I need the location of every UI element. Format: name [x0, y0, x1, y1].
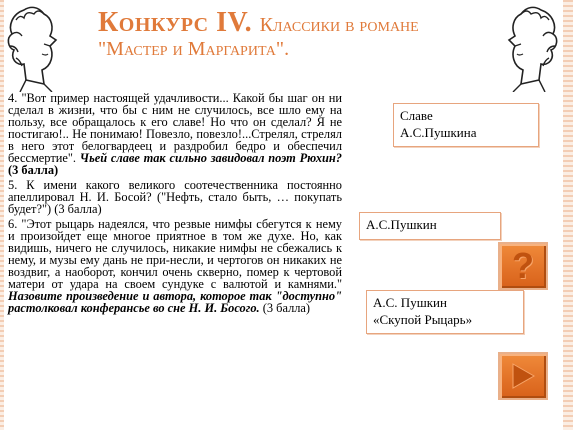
help-button[interactable] [498, 242, 548, 290]
question-5 [8, 179, 342, 215]
question-points: (3 балла) [54, 202, 102, 216]
questions-block [8, 92, 342, 317]
next-slide-button[interactable] [498, 352, 548, 400]
question-quote: К имени какого великого соотечественника постоянно апеллировал Н. И. Босой? ("Нефть, стало быть, … покупать будет?") [8, 178, 342, 216]
title-line-1 [98, 8, 478, 37]
question-points: (3 балла) [262, 301, 311, 315]
answer-line: Славе [400, 108, 433, 123]
answer-box-5[interactable] [359, 212, 501, 240]
question-prompt: Назовите произведение и автора, которое так "доступно" растолковал конферансье во сне Н. И. Босого. [8, 289, 342, 315]
answer-line: А.С. Пушкин [373, 295, 447, 310]
answer-line: «Скупой Рыцарь» [373, 312, 473, 327]
title-line-2: "Мастер и Маргарита". [98, 38, 290, 61]
question-mark-icon: ? [512, 245, 534, 286]
question-4 [8, 92, 342, 176]
pushkin-portrait-right [491, 0, 561, 92]
title-contest-number: Конкурс IV. [98, 7, 253, 38]
question-number: 4. [8, 91, 18, 105]
right-stripe-decoration [563, 0, 573, 430]
play-triangle-icon [509, 361, 537, 391]
pushkin-portrait-left [4, 0, 74, 92]
slide-title [98, 8, 478, 60]
question-points: (3 балла) [8, 163, 59, 177]
question-number: 5. [8, 178, 18, 192]
question-quote: "Этот рыцарь надеялся, что резвые нимфы сбегутся к нему и произойдет еще многое приятное в том же духе. Но, как видишь, ничего не случилось, никакие нимфы не сбежались к нему, и музы ему дань не при-несли, и чертогов он никаких не воздвиг, а наоборот, кончил очень скверно, помер к чертовой матери от удара на своем сундуке с валютой и камнями." [8, 217, 342, 291]
answer-box-6[interactable] [366, 290, 524, 334]
answer-line: А.С.Пушкина [400, 125, 477, 140]
question-number: 6. [8, 217, 18, 231]
answer-box-4[interactable] [393, 103, 539, 147]
title-subject: Классики в романе [259, 14, 419, 36]
question-6 [8, 218, 342, 314]
question-prompt: Чьей славе так сильно завидовал поэт Рюхин? [79, 151, 342, 165]
question-quote: "Вот пример настоящей удачливости... Какой бы шаг он ни сделал в жизни, что бы с ним не случилось, все шло ему на пользу, все обращалось к его славе! Но что он сделал? Я не постигаю!.. Не понимаю! Повезло, повезло!...Стрелял, стрелял в него этот белогвардеец и раздробил бедро и обеспечил бессмертие". [8, 91, 342, 165]
answer-line: А.С.Пушкин [366, 217, 437, 232]
